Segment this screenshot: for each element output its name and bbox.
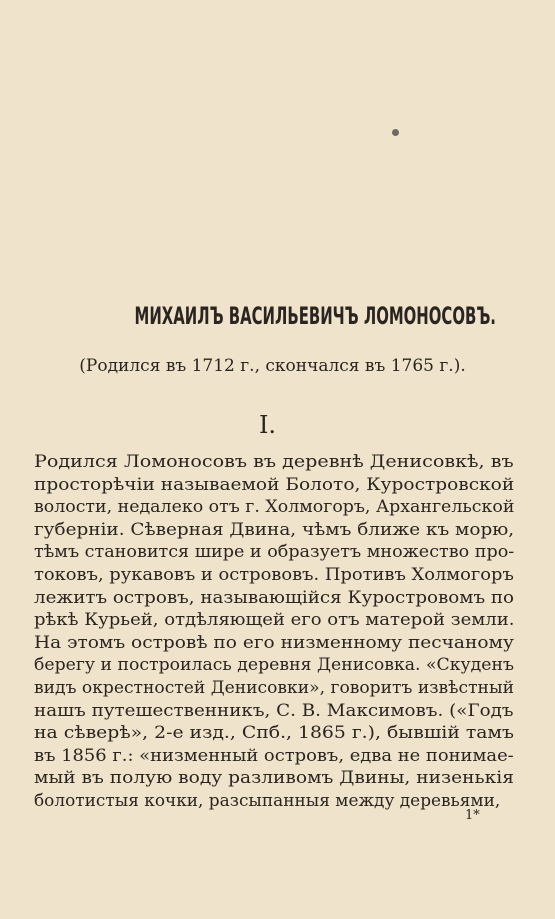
text-line: видъ окрестностей Денисовки», говоритъ извѣстный (34, 677, 514, 698)
text-line: нашъ путешественникъ, С. В. Максимовъ. («Годъ (34, 700, 514, 721)
text-line: на сѣверѣ», 2-е изд., Спб., 1865 г.), бывшій тамъ (34, 723, 515, 744)
text-line: тѣмъ становится шире и образуетъ множество про- (34, 542, 515, 563)
text-line: На этомъ островѣ по его низменному песчаному (34, 632, 514, 653)
page-number: 1* (465, 808, 480, 823)
section-number: I. (258, 411, 277, 439)
text-line: мый въ полую воду разливомъ Двины, низенькія (34, 768, 514, 789)
text-line: Родился Ломоносовъ въ деревнѣ Денисовкѣ, въ (34, 452, 514, 472)
text-line: токовъ, рукавовъ и острововъ. Противъ Холмогоръ (34, 564, 514, 585)
page-subtitle: (Родился въ 1712 г., скончался въ 1765 г.). (79, 356, 466, 376)
page-title: МИХАИЛЪ ВАСИЛЬЕВИЧЪ ЛОМОНОСОВЪ. (134, 302, 496, 330)
text-line: волости, недалеко отъ г. Холмогоръ, Архангельской (34, 497, 515, 518)
text-line: болотистыя кочки, разсыпанныя между деревьями, (34, 790, 501, 811)
body-text (34, 451, 514, 813)
text-line: лежитъ островъ, называющійся Куростровомъ по (34, 587, 515, 608)
ink-speck (392, 129, 399, 136)
text-line: въ 1856 г.: «низменный островъ, едва не понимае- (34, 745, 514, 766)
text-line: губерніи. Сѣверная Двина, чѣмъ ближе къ морю, (34, 519, 515, 540)
text-line: берегу и построилась деревня Денисовка. «Скуденъ (34, 655, 515, 676)
text-line: просторѣчіи называемой Болото, Куростровской (34, 474, 515, 495)
text-line: рѣкѣ Курьей, отдѣляющей его отъ матерой земли. (34, 610, 515, 631)
